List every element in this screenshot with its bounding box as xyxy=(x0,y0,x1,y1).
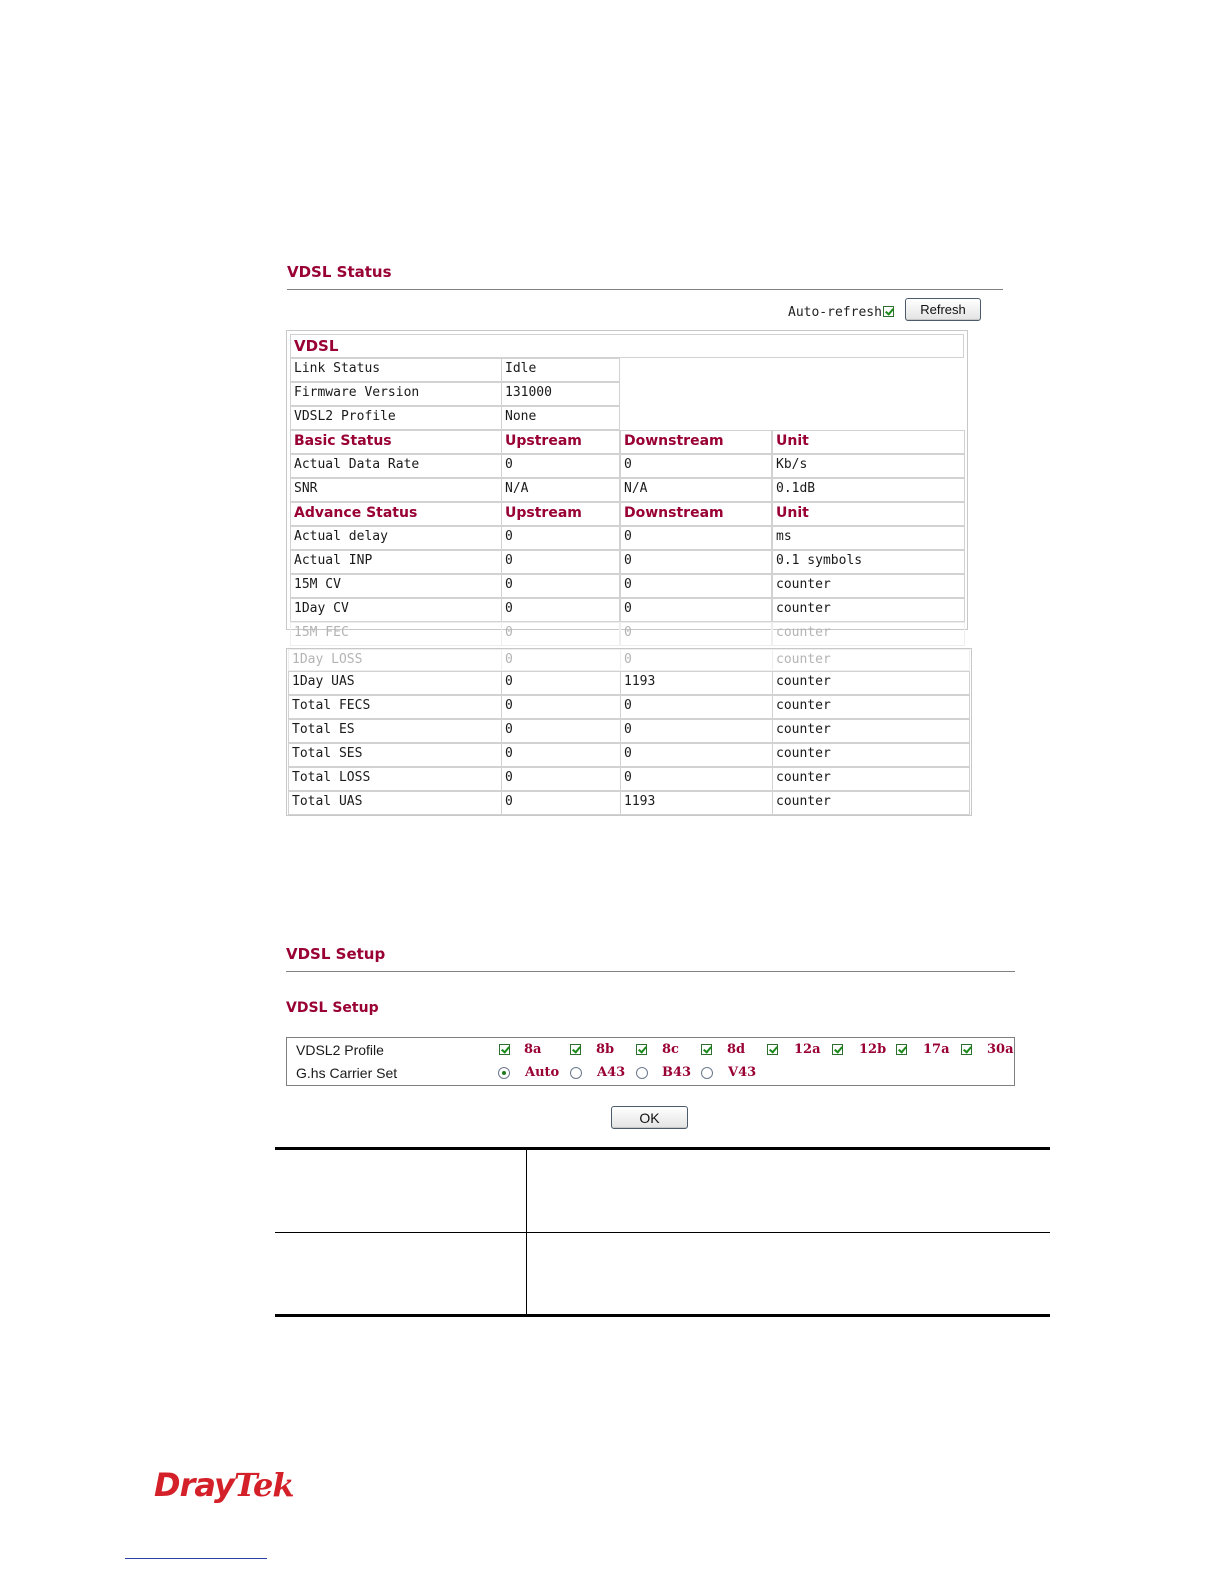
basic-row-down: N/A xyxy=(620,478,772,502)
profile-8a-label: 8a xyxy=(524,1042,542,1057)
profile-8c-checkbox[interactable] xyxy=(636,1044,647,1055)
vdsl-status-table-continued xyxy=(286,648,972,816)
lower-row-unit: counter xyxy=(772,767,970,791)
advance-row-down: 0 xyxy=(620,574,772,598)
lower-row-up: 0 xyxy=(501,649,621,671)
advance-row-down: 0 xyxy=(620,598,772,622)
basic-row-name: SNR xyxy=(290,478,502,502)
row-value-profile: None xyxy=(501,406,620,430)
basic-row-unit: 0.1dB xyxy=(772,478,965,502)
lower-row-up: 0 xyxy=(501,671,621,695)
basic-row-name: Actual Data Rate xyxy=(290,454,502,478)
carrier-b43-label: B43 xyxy=(662,1065,692,1080)
profile-8a-checkbox[interactable] xyxy=(499,1044,510,1055)
carrier-v43-label: V43 xyxy=(728,1065,757,1080)
draytek-logo xyxy=(154,1466,293,1504)
row-label-firmware: Firmware Version xyxy=(290,382,502,406)
lower-row-down: 1193 xyxy=(620,791,773,815)
advance-row-unit: counter xyxy=(772,598,965,622)
advance-downstream-header: Downstream xyxy=(620,502,772,526)
profile-12a-checkbox[interactable] xyxy=(767,1044,778,1055)
profile-30a-checkbox[interactable] xyxy=(961,1044,972,1055)
advance-row-unit: counter xyxy=(772,622,965,646)
advance-row-down: 0 xyxy=(620,526,772,550)
auto-refresh-label: Auto-refresh xyxy=(788,305,882,320)
ok-button[interactable]: OK xyxy=(611,1106,688,1129)
profile-30a-label: 30a xyxy=(987,1042,1014,1057)
lower-row-unit: counter xyxy=(772,649,970,671)
row-value-link-status: Idle xyxy=(501,358,620,382)
basic-upstream-header: Upstream xyxy=(501,430,620,454)
row-label-link-status: Link Status xyxy=(290,358,502,382)
profile-12a-label: 12a xyxy=(794,1042,821,1057)
basic-status-header: Basic Status xyxy=(290,430,502,454)
advance-row-up: 0 xyxy=(501,550,620,574)
desc-table-column-divider xyxy=(526,1150,527,1314)
basic-row-unit: Kb/s xyxy=(772,454,965,478)
advance-row-name: 1Day CV xyxy=(290,598,502,622)
vdsl-setup-title: VDSL Setup xyxy=(286,945,386,963)
advance-row-name: Actual delay xyxy=(290,526,502,550)
advance-row-name: Actual INP xyxy=(290,550,502,574)
lower-row-name: Total UAS xyxy=(288,791,502,815)
advance-row-up: 0 xyxy=(501,574,620,598)
advance-upstream-header: Upstream xyxy=(501,502,620,526)
lower-row-name: Total SES xyxy=(288,743,502,767)
carrier-a43-label: A43 xyxy=(597,1065,626,1080)
advance-row-name: 15M CV xyxy=(290,574,502,598)
lower-row-up: 0 xyxy=(501,719,621,743)
advance-row-unit: ms xyxy=(772,526,965,550)
advance-row-unit: 0.1 symbols xyxy=(772,550,965,574)
lower-row-down: 0 xyxy=(620,649,773,671)
advance-status-header: Advance Status xyxy=(290,502,502,526)
footer-link-line xyxy=(125,1558,267,1559)
lower-row-name: Total FECS xyxy=(288,695,502,719)
profile-12b-checkbox[interactable] xyxy=(832,1044,843,1055)
vdsl-setup-subtitle: VDSL Setup xyxy=(286,1000,379,1016)
lower-row-unit: counter xyxy=(772,695,970,719)
carrier-label: G.hs Carrier Set xyxy=(296,1065,398,1081)
desc-table-mid-rule xyxy=(275,1232,1050,1233)
carrier-b43-radio[interactable] xyxy=(636,1067,648,1079)
vdsl-section-header: VDSL xyxy=(290,334,964,358)
carrier-a43-radio[interactable] xyxy=(570,1067,582,1079)
auto-refresh-checkbox[interactable] xyxy=(883,306,894,317)
advance-row-down: 0 xyxy=(620,622,772,646)
logo-text-tek: Tek xyxy=(233,1466,294,1504)
basic-row-up: 0 xyxy=(501,454,620,478)
lower-row-unit: counter xyxy=(772,671,970,695)
lower-row-down: 1193 xyxy=(620,671,773,695)
carrier-auto-radio[interactable] xyxy=(498,1067,510,1079)
basic-row-down: 0 xyxy=(620,454,772,478)
lower-row-name: 1Day UAS xyxy=(288,671,502,695)
lower-row-up: 0 xyxy=(501,695,621,719)
profile-8d-label: 8d xyxy=(727,1042,746,1057)
lower-row-down: 0 xyxy=(620,719,773,743)
lower-row-down: 0 xyxy=(620,743,773,767)
profile-17a-checkbox[interactable] xyxy=(896,1044,907,1055)
desc-table-bottom-rule xyxy=(275,1314,1050,1317)
advance-row-name: 15M FEC xyxy=(290,622,502,646)
advance-row-up: 0 xyxy=(501,526,620,550)
vdsl-status-title: VDSL Status xyxy=(287,263,392,281)
basic-row-up: N/A xyxy=(501,478,620,502)
profile-12b-label: 12b xyxy=(859,1042,887,1057)
lower-row-down: 0 xyxy=(620,695,773,719)
desc-table-top-rule xyxy=(275,1147,1050,1150)
lower-row-up: 0 xyxy=(501,791,621,815)
title-divider xyxy=(287,289,1003,290)
basic-downstream-header: Downstream xyxy=(620,430,772,454)
row-label-profile: VDSL2 Profile xyxy=(290,406,502,430)
vdsl-status-table xyxy=(286,330,968,640)
setup-title-divider xyxy=(286,971,1015,972)
lower-row-name: Total ES xyxy=(288,719,502,743)
lower-row-up: 0 xyxy=(501,743,621,767)
profile-8d-checkbox[interactable] xyxy=(701,1044,712,1055)
lower-row-unit: counter xyxy=(772,743,970,767)
advance-unit-header: Unit xyxy=(772,502,965,526)
profile-label: VDSL2 Profile xyxy=(296,1042,384,1058)
advance-row-up: 0 xyxy=(501,622,620,646)
profile-17a-label: 17a xyxy=(923,1042,950,1057)
carrier-auto-label: Auto xyxy=(525,1065,560,1080)
logo-text-dray: Dray xyxy=(154,1466,234,1504)
lower-row-name: Total LOSS xyxy=(288,767,502,791)
profile-8c-label: 8c xyxy=(662,1042,679,1057)
advance-row-up: 0 xyxy=(501,598,620,622)
profile-8b-checkbox[interactable] xyxy=(570,1044,581,1055)
lower-row-up: 0 xyxy=(501,767,621,791)
advance-row-unit: counter xyxy=(772,574,965,598)
lower-row-unit: counter xyxy=(772,791,970,815)
row-value-firmware: 131000 xyxy=(501,382,620,406)
lower-row-name: 1Day LOSS xyxy=(288,649,502,671)
lower-row-down: 0 xyxy=(620,767,773,791)
carrier-v43-radio[interactable] xyxy=(701,1067,713,1079)
basic-unit-header: Unit xyxy=(772,430,965,454)
advance-row-down: 0 xyxy=(620,550,772,574)
profile-8b-label: 8b xyxy=(596,1042,615,1057)
lower-row-unit: counter xyxy=(772,719,970,743)
refresh-button[interactable]: Refresh xyxy=(905,298,981,321)
